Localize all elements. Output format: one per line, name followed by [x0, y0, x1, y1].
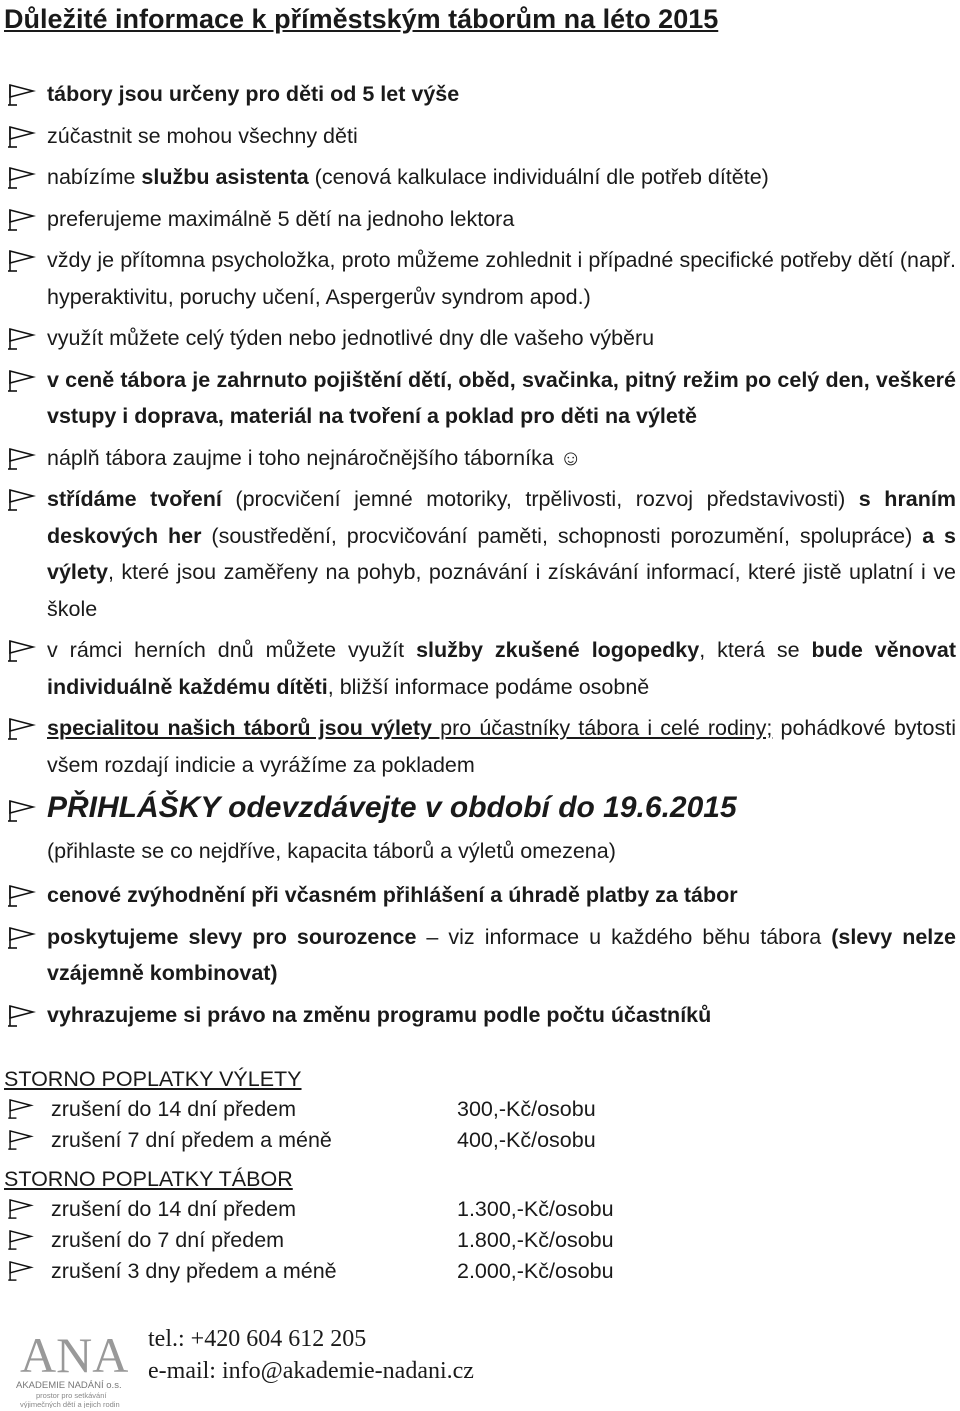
storno-row [4, 1125, 904, 1156]
list-item [0, 159, 960, 196]
deadline-text: PŘIHLÁŠKY odevzdávejte v období do 19.6.2015 [47, 791, 737, 824]
logo-tagline-2: výjimečných dětí a jejich rodin [20, 1400, 120, 1408]
storno-row [4, 1094, 904, 1125]
text-segment: v rámci herních dnů můžete využít [47, 638, 417, 662]
pennant-flag-icon [8, 1199, 34, 1219]
storno-vylety-heading: STORNO POPLATKY VÝLETY [4, 1067, 302, 1091]
storno-vylety-rows [4, 1094, 904, 1156]
text-segment: střídáme tvoření [47, 487, 222, 511]
pennant-flag-icon [8, 800, 36, 822]
pennant-flag-icon [8, 1099, 34, 1119]
storno-row [4, 1194, 904, 1225]
text-segment: služby zkušené logopedky [416, 638, 700, 662]
pennant-flag-icon [8, 84, 36, 106]
list-item-text [47, 76, 956, 113]
list-item-text [47, 710, 956, 783]
text-segment: poskytujeme slevy pro sourozence [47, 924, 417, 949]
storno-row [4, 1256, 904, 1287]
storno-tabor-section [4, 1164, 904, 1287]
pennant-flag-icon [8, 927, 36, 949]
list-item [0, 877, 960, 914]
list-item [0, 118, 960, 155]
text-segment: a s výlety [47, 523, 957, 584]
list-item [0, 919, 960, 992]
text-segment: využít můžete celý týden nebo jednotlivé dny dle vašeho výběru [47, 326, 655, 350]
text-segment: náplň tábora zaujme i toho nejnáročnějšího táborníka ☺ [47, 445, 582, 470]
deadline-item [0, 788, 960, 828]
text-segment: (cenová kalkulace individuální dle potřeb dítěte) [308, 165, 769, 189]
text-segment: , které jsou zaměřeny na pohyb, poznávání i získávání informací, které jistě uplatní i ve škole [47, 560, 956, 621]
list-item [0, 440, 960, 477]
list-item [0, 242, 960, 315]
pennant-flag-icon [8, 167, 36, 189]
pennant-flag-icon [8, 209, 36, 231]
list-item [0, 201, 960, 238]
text-segment: nabízíme [47, 165, 142, 189]
pennant-flag-icon [8, 1005, 36, 1027]
pennant-flag-icon [8, 640, 36, 662]
list-item-text [47, 997, 956, 1034]
list-item [0, 76, 960, 113]
list-item [0, 632, 960, 705]
text-segment: v ceně tábora je zahrnuto pojištění dětí, oběd, svačinka, pitný režim po celý den, veškeré vstupy i doprava, materiál na tvoření a poklad pro děti na výletě [47, 367, 956, 428]
list-item [0, 481, 960, 627]
storno-price: 1.300,-Kč/osobu [457, 1197, 614, 1221]
list-item-text [47, 320, 956, 357]
list-item [0, 362, 960, 435]
list-item-text [47, 632, 956, 705]
list-item-text [47, 481, 956, 627]
pennant-flag-icon [8, 1230, 34, 1250]
pennant-flag-icon [8, 328, 36, 350]
logo-letters: ANA [20, 1327, 129, 1383]
text-segment: specialitou našich táborů jsou výlety [47, 716, 432, 740]
text-segment: (soustředění, procvičování paměti, schopnosti porozumění, spolupráce) [201, 523, 923, 548]
pennant-flag-icon [8, 1130, 34, 1150]
storno-label: zrušení 3 dny předem a méně [51, 1259, 337, 1283]
text-segment: vždy je přítomna psycholožka, proto můžeme zohlednit i případné specifické potřeby dětí (např. hyperaktivitu, poruchy učení, Aspergerův syndrom apod.) [47, 248, 956, 309]
pennant-flag-icon [8, 885, 36, 907]
storno-label: zrušení 7 dní předem a méně [51, 1128, 332, 1152]
pennant-flag-icon [8, 370, 36, 392]
text-segment: zúčastnit se mohou všechny děti [47, 123, 358, 148]
storno-price: 2.000,-Kč/osobu [457, 1259, 614, 1283]
text-segment: , bližší informace podáme osobně [327, 674, 650, 699]
logo-name: AKADEMIE NADÁNÍ o.s. [16, 1380, 122, 1391]
storno-vylety-section [4, 1064, 904, 1156]
storno-row [4, 1225, 904, 1256]
list-item [0, 320, 960, 357]
pennant-flag-icon [8, 1261, 34, 1281]
list-item-text [47, 919, 956, 992]
storno-label: zrušení do 14 dní předem [51, 1097, 297, 1121]
list-item [0, 997, 960, 1034]
list-item-text [47, 201, 956, 238]
text-segment: pro účastníky tábora i celé rodiny; [432, 716, 773, 740]
storno-tabor-heading: STORNO POPLATKY TÁBOR [4, 1167, 293, 1191]
logo-tagline-1: prostor pro setkávání [36, 1391, 107, 1400]
contact-email: e-mail: info@akademie-nadani.cz [148, 1358, 474, 1384]
page-title: Důležité informace k příměstským táborům na léto 2015 [4, 4, 719, 34]
info-items-secondary [0, 877, 960, 1033]
akademie-nadani-logo [16, 1322, 140, 1408]
pennant-flag-icon [8, 250, 36, 272]
text-segment: preferujeme maximálně 5 dětí na jednoho lektora [47, 206, 515, 231]
info-list [0, 76, 960, 1038]
pennant-flag-icon [8, 489, 36, 511]
pennant-flag-icon [8, 126, 36, 148]
storno-price: 1.800,-Kč/osobu [457, 1228, 614, 1252]
text-segment: (slevy nelze vzájemně kombinovat) [47, 924, 956, 985]
text-segment: – viz informace u každého běhu tábora [416, 924, 832, 949]
text-segment: pohádkové bytosti všem rozdají indicie a vyrážíme za pokladem [47, 716, 956, 777]
text-segment: bude věnovat individuálně každému dítěti [47, 638, 956, 699]
storno-price: 400,-Kč/osobu [457, 1128, 596, 1152]
text-segment: tábory jsou určeny pro děti od 5 let výše [47, 82, 460, 106]
list-item-text [47, 877, 956, 914]
text-segment: službu asistenta [141, 165, 309, 189]
info-items [0, 76, 960, 783]
list-item-text [47, 440, 956, 477]
pennant-flag-icon [8, 448, 36, 470]
list-item-text [47, 159, 956, 196]
pennant-flag-icon [8, 718, 36, 740]
deadline-note: (přihlaste se co nejdříve, kapacita táborů a výletů omezena) [47, 839, 616, 863]
text-segment: s hraním deskových her [47, 487, 956, 548]
text-segment: , která se [699, 638, 812, 662]
text-segment: cenové zvýhodnění při včasném přihlášení a úhradě platby za tábor [47, 883, 738, 907]
list-item [0, 710, 960, 783]
list-item-text [47, 242, 956, 315]
text-segment: (procvičení jemné motoriky, trpělivosti, rozvoj představivosti) [221, 487, 859, 511]
contact-phone: tel.: +420 604 612 205 [148, 1326, 367, 1352]
list-item-text [47, 362, 956, 435]
storno-label: zrušení do 7 dní předem [51, 1228, 285, 1252]
list-item-text [47, 118, 956, 155]
storno-price: 300,-Kč/osobu [457, 1097, 596, 1121]
storno-label: zrušení do 14 dní předem [51, 1197, 297, 1221]
storno-tabor-rows [4, 1194, 904, 1287]
text-segment: vyhrazujeme si právo na změnu programu podle počtu účastníků [47, 1002, 712, 1027]
